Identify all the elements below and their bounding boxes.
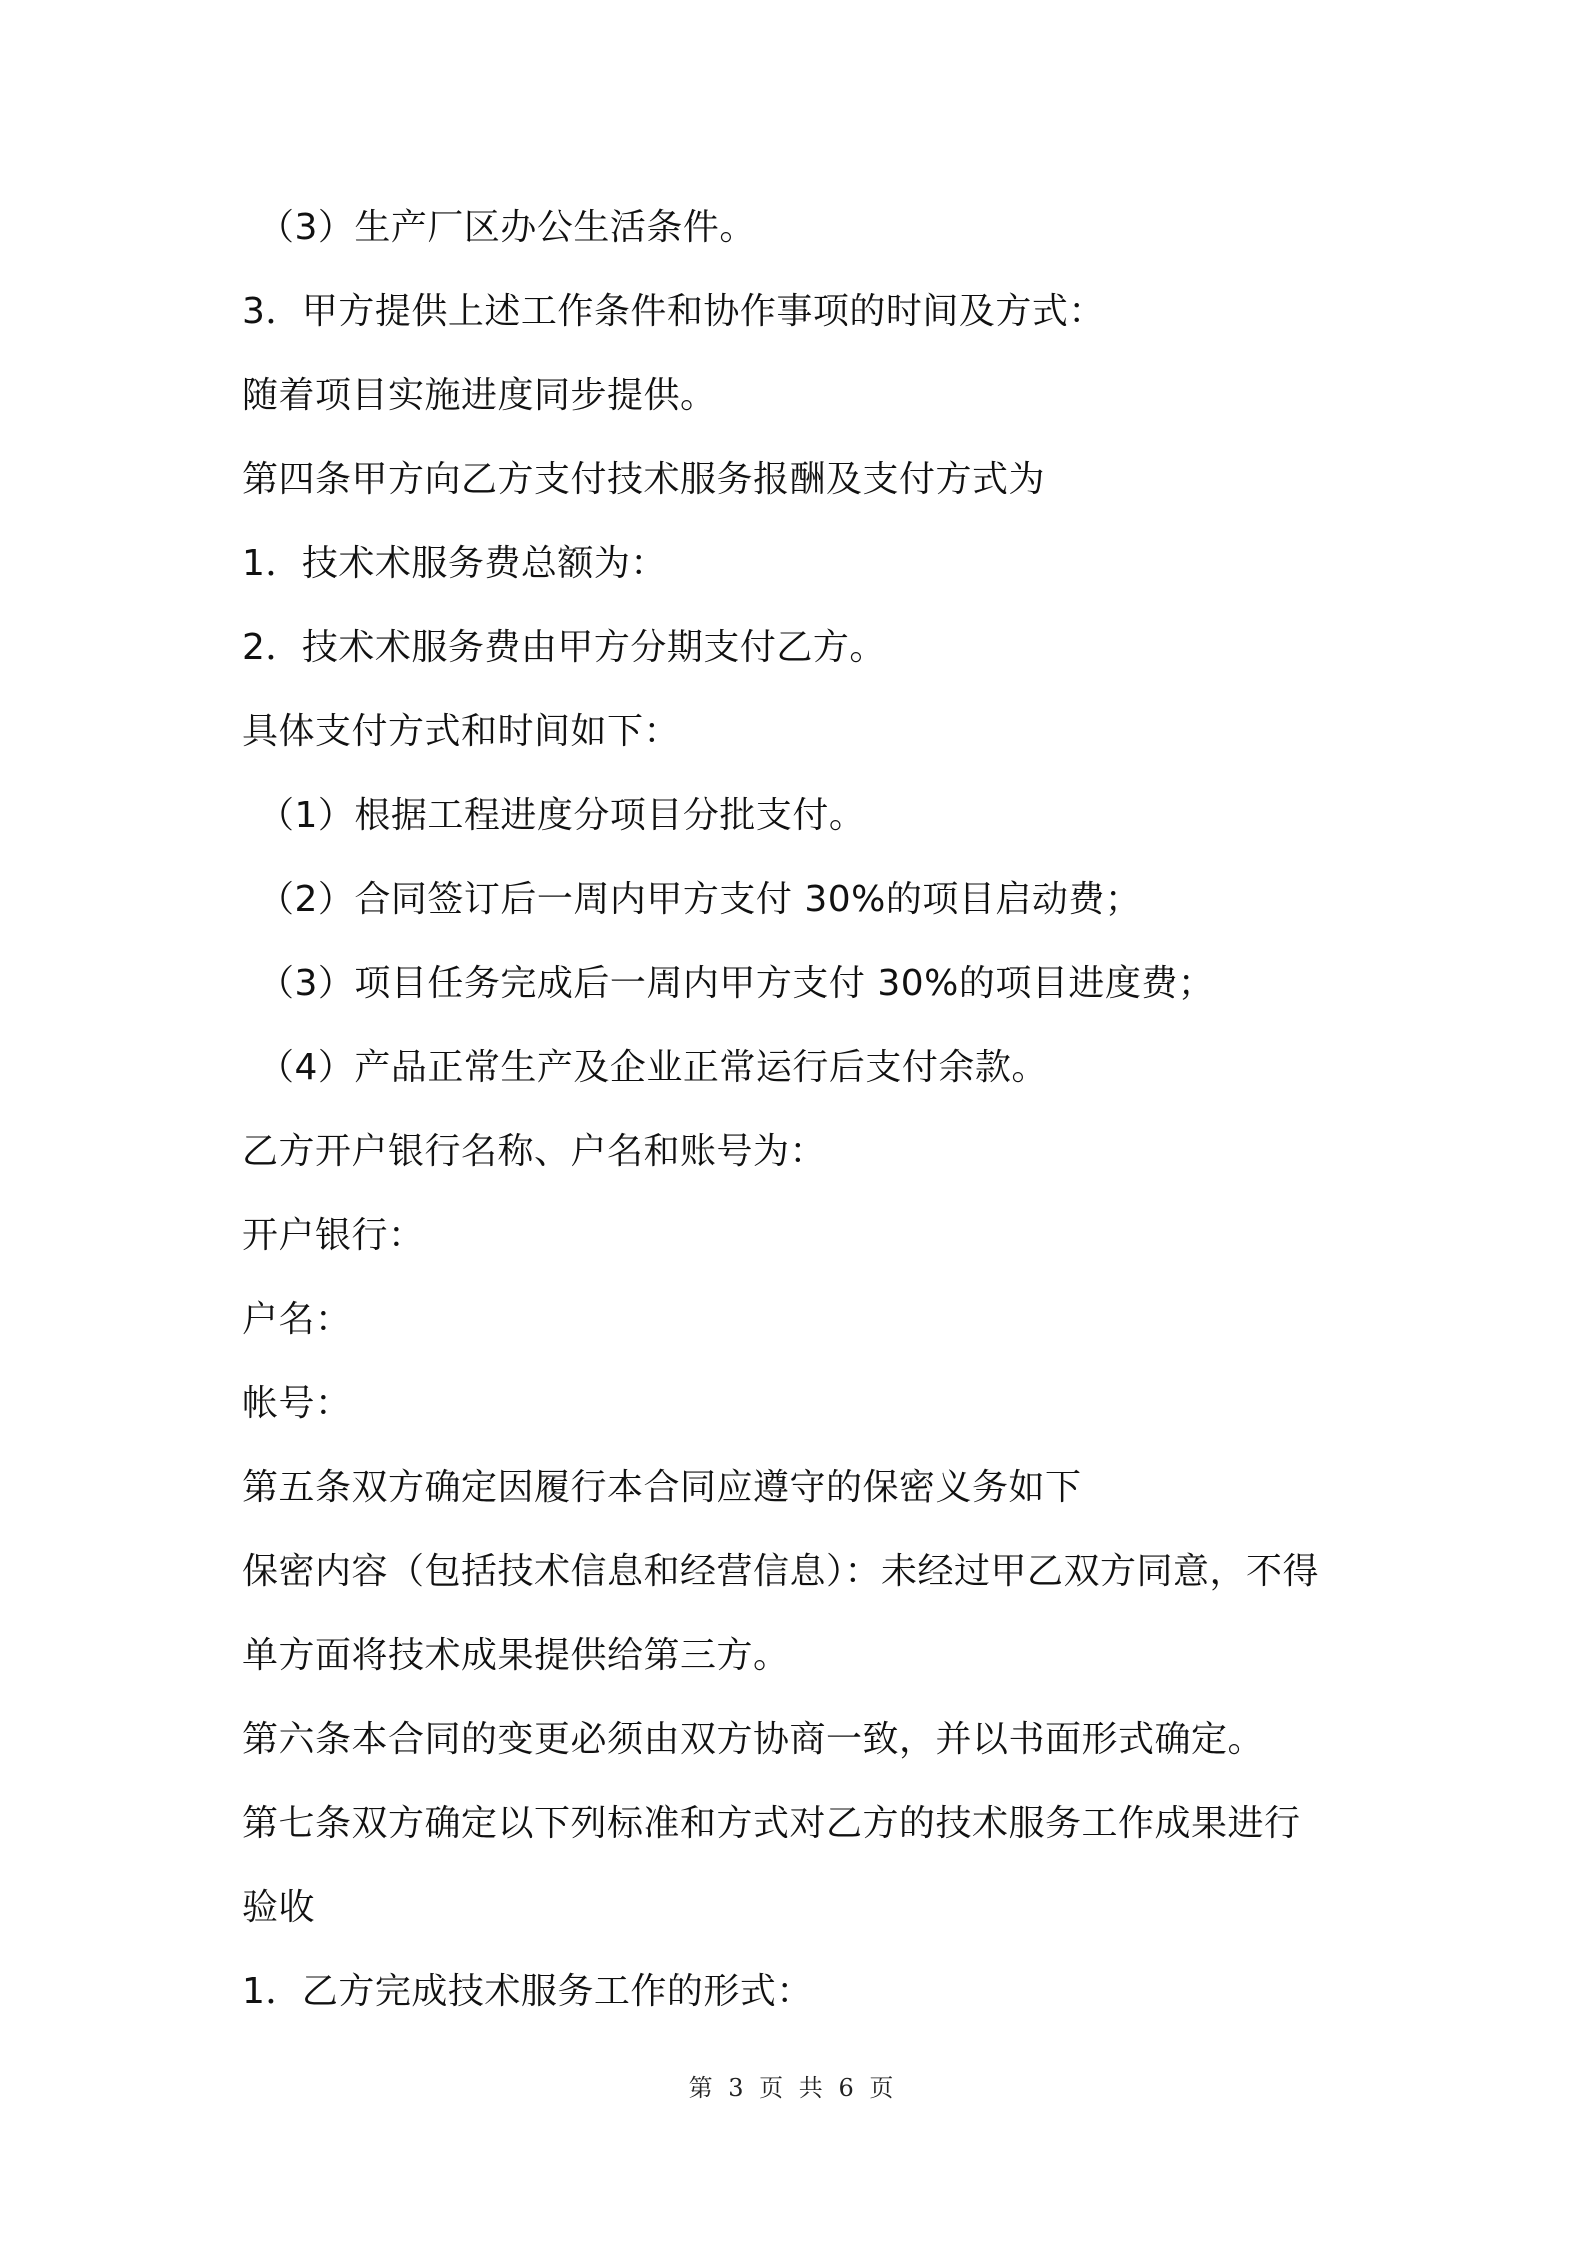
text-line: （2）合同签订后一周内甲方支付 30%的项目启动费； <box>258 879 1142 920</box>
text-line: 户名： <box>242 1299 352 1340</box>
text-line: （3）生产厂区办公生活条件。 <box>258 207 756 248</box>
text-line: （3）项目任务完成后一周内甲方支付 30%的项目进度费； <box>258 963 1215 1004</box>
text-line: 2．技术术服务费由甲方分期支付乙方。 <box>242 627 886 668</box>
section-heading: 第五条双方确定因履行本合同应遵守的保密义务如下 <box>242 1467 1082 1508</box>
text-line: （1）根据工程进度分项目分批支付。 <box>258 795 866 836</box>
text-line: 3．甲方提供上述工作条件和协作事项的时间及方式： <box>242 291 1105 332</box>
text-line: 开户银行： <box>242 1215 425 1256</box>
text-line: 随着项目实施进度同步提供。 <box>242 375 717 416</box>
text-line: 具体支付方式和时间如下： <box>242 711 681 752</box>
text-line: 帐号： <box>242 1383 352 1424</box>
section-heading: 第四条甲方向乙方支付技术服务报酬及支付方式为 <box>242 459 1046 500</box>
text-line: （4）产品正常生产及企业正常运行后支付余款。 <box>258 1047 1048 1088</box>
text-line: 1．技术术服务费总额为： <box>242 543 667 584</box>
text-line: 验收 <box>242 1887 316 1928</box>
text-line: 1．乙方完成技术服务工作的形式： <box>242 1971 813 2012</box>
text-line: 乙方开户银行名称、户名和账号为： <box>242 1131 827 1172</box>
text-line: 单方面将技术成果提供给第三方。 <box>242 1635 790 1676</box>
page-number-footer: 第 3 页 共 6 页 <box>688 2074 898 2102</box>
section-heading: 第七条双方确定以下列标准和方式对乙方的技术服务工作成果进行 <box>242 1803 1301 1844</box>
text-line: 保密内容（包括技术信息和经营信息）：未经过甲乙双方同意，不得 <box>242 1551 1320 1592</box>
section-heading: 第六条本合同的变更必须由双方协商一致，并以书面形式确定。 <box>242 1719 1265 1760</box>
